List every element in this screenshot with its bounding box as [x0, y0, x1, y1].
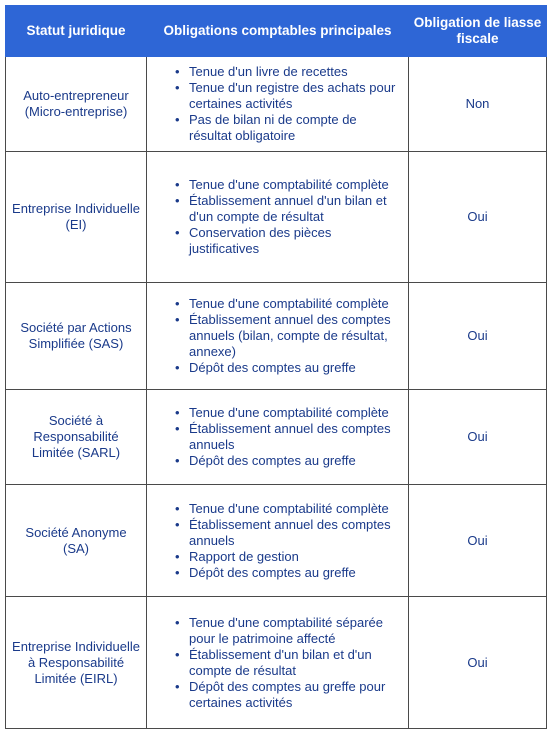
obligations-cell: [147, 283, 409, 390]
list-item: [175, 296, 402, 312]
header-obligation-liasse: Obligation de liasse fiscale: [409, 6, 547, 57]
list-item-text: Établissement d'un bilan et d'un compte de résultat: [189, 646, 372, 678]
list-item-text: Dépôt des comptes au greffe: [189, 564, 356, 580]
obligations-list: [147, 615, 408, 711]
list-item-text: Tenue d'une comptabilité complète: [189, 177, 389, 192]
obligations-cell: [147, 390, 409, 485]
status-cell: Entreprise Individuelle à Responsabilité Limitée (EIRL): [6, 597, 147, 729]
liasse-cell: Oui: [409, 597, 547, 729]
liasse-cell: Oui: [409, 485, 547, 597]
bullet-icon: •: [175, 500, 180, 516]
liasse-cell: Oui: [409, 283, 547, 390]
list-item: [175, 225, 402, 257]
table-header-row: [6, 6, 547, 57]
obligations-cell: [147, 597, 409, 729]
liasse-cell: Oui: [409, 152, 547, 283]
liasse-cell: Oui: [409, 390, 547, 485]
bullet-icon: •: [175, 112, 180, 127]
obligations-cell: [147, 152, 409, 283]
list-item: [175, 500, 402, 517]
header-obligations-comptables: Obligations comptables principales: [147, 6, 409, 57]
obligations-table: [5, 5, 547, 729]
bullet-icon: •: [175, 646, 180, 662]
bullet-icon: •: [175, 225, 180, 240]
header-statut-juridique: Statut juridique: [6, 6, 147, 57]
list-item-text: Établissement annuel des comptes annuels: [189, 421, 391, 452]
bullet-icon: •: [175, 421, 180, 436]
table-row: [6, 390, 547, 485]
list-item-text: Établissement annuel des comptes annuels (bilan, compte de résultat, annexe): [189, 312, 391, 359]
status-cell: Entreprise Individuelle (EI): [6, 152, 147, 283]
obligations-list: [147, 296, 408, 376]
obligations-list: [147, 405, 408, 469]
bullet-icon: •: [175, 177, 180, 192]
list-item: [175, 112, 402, 144]
bullet-icon: •: [175, 548, 180, 564]
list-item-text: Dépôt des comptes au greffe: [189, 360, 356, 375]
list-item: [175, 177, 402, 193]
list-item-text: Dépôt des comptes au greffe: [189, 453, 356, 468]
bullet-icon: •: [175, 64, 180, 79]
list-item-text: Pas de bilan ni de compte de résultat obligatoire: [189, 112, 357, 143]
list-item: [175, 80, 402, 112]
bullet-icon: •: [175, 453, 180, 468]
list-item: [175, 548, 402, 565]
list-item: [175, 360, 402, 376]
list-item: [175, 564, 402, 581]
list-item: [175, 405, 402, 421]
list-item: [175, 516, 402, 549]
table-row: [6, 485, 547, 597]
list-item: [175, 453, 402, 469]
obligations-cell: [147, 57, 409, 152]
obligations-list: [147, 177, 408, 257]
liasse-cell: Non: [409, 57, 547, 152]
obligations-list: [147, 64, 408, 144]
bullet-icon: •: [175, 296, 180, 311]
bullet-icon: •: [175, 405, 180, 420]
list-item: [175, 646, 402, 679]
list-item: [175, 421, 402, 453]
list-item-text: Tenue d'un registre des achats pour certaines activités: [189, 80, 396, 111]
bullet-icon: •: [175, 360, 180, 375]
list-item: [175, 193, 402, 225]
status-cell: Société à Responsabilité Limitée (SARL): [6, 390, 147, 485]
obligations-cell: [147, 485, 409, 597]
bullet-icon: •: [175, 80, 180, 95]
bullet-icon: •: [175, 516, 180, 532]
list-item-text: Tenue d'une comptabilité séparée pour le patrimoine affecté: [189, 614, 384, 646]
status-cell: Société Anonyme (SA): [6, 485, 147, 597]
bullet-icon: •: [175, 564, 180, 580]
list-item-text: Tenue d'une comptabilité complète: [189, 500, 389, 516]
list-item: [175, 64, 402, 80]
list-item: [175, 678, 402, 711]
bullet-icon: •: [175, 312, 180, 327]
list-item-text: Tenue d'une comptabilité complète: [189, 296, 389, 311]
list-item-text: Établissement annuel d'un bilan et d'un compte de résultat: [189, 193, 387, 224]
list-item-text: Tenue d'une comptabilité complète: [189, 405, 389, 420]
table-row: [6, 597, 547, 729]
table-row: [6, 283, 547, 390]
table-row: [6, 57, 547, 152]
bullet-icon: •: [175, 614, 180, 630]
bullet-icon: •: [175, 193, 180, 208]
list-item-text: Conservation des pièces justificatives: [189, 225, 332, 256]
obligations-list: [147, 501, 408, 581]
list-item-text: Dépôt des comptes au greffe pour certaines activités: [189, 678, 386, 710]
status-cell: Société par Actions Simplifiée (SAS): [6, 283, 147, 390]
list-item-text: Établissement annuel des comptes annuels: [189, 516, 391, 548]
list-item: [175, 614, 402, 647]
obligations-table-wrapper: [5, 5, 547, 729]
table-row: [6, 152, 547, 283]
list-item-text: Tenue d'un livre de recettes: [189, 64, 348, 79]
list-item: [175, 312, 402, 360]
status-cell: Auto-entrepreneur (Micro-entreprise): [6, 57, 147, 152]
list-item-text: Rapport de gestion: [189, 548, 299, 564]
bullet-icon: •: [175, 678, 180, 694]
